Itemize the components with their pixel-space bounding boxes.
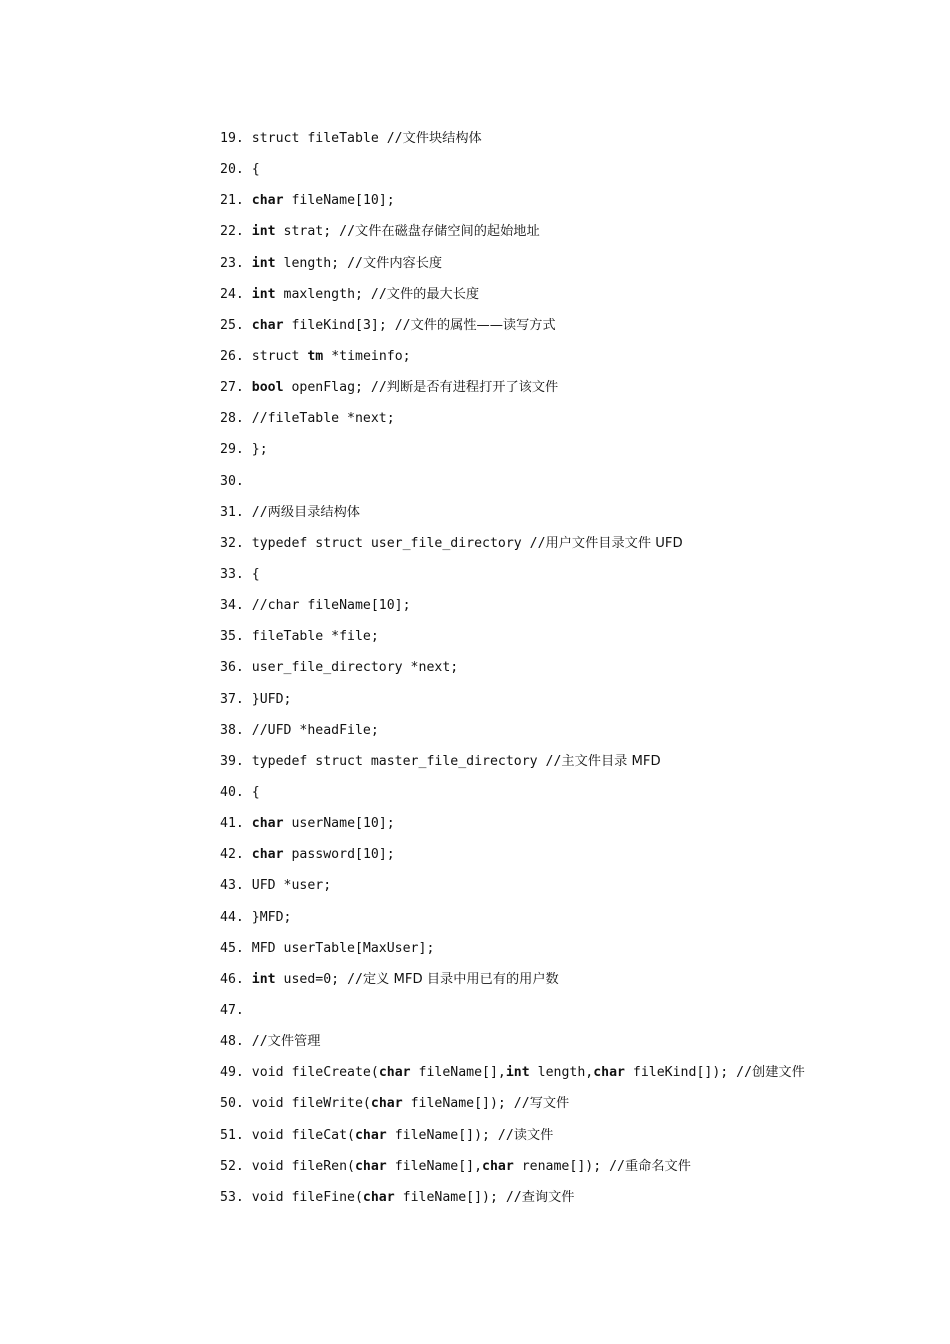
code-text: [244, 224, 252, 239]
code-text: [244, 287, 252, 302]
code-line: [220, 689, 920, 720]
comment-text: 创建文件: [752, 1065, 805, 1081]
code-text: [244, 256, 252, 271]
keyword: char: [354, 1158, 387, 1174]
keyword: char: [362, 1189, 395, 1205]
comment-text: 定义 MFD 目录中用已有的用户数: [362, 971, 559, 987]
line-number: 41.: [220, 816, 244, 832]
code-line: [220, 159, 920, 190]
code-line: [220, 564, 920, 595]
line-number: 20.: [220, 162, 244, 178]
code-text: void fileRen(: [243, 1158, 355, 1174]
keyword: int: [251, 971, 276, 987]
code-line: [220, 1093, 920, 1124]
code-text: [244, 318, 252, 333]
keyword: char: [593, 1065, 625, 1081]
comment-text: 查询文件: [521, 1189, 575, 1205]
comment-text: 文件内容长度: [362, 255, 443, 271]
code-text: fileName[]); //: [386, 1127, 514, 1143]
line-number: 36.: [220, 660, 244, 676]
line-number: 51.: [220, 1127, 244, 1143]
keyword: int: [505, 1065, 530, 1081]
code-text: void fileWrite(: [243, 1096, 371, 1112]
line-number: 22.: [220, 224, 244, 240]
comment-text: 读文件: [513, 1127, 554, 1143]
line-number: 25.: [220, 317, 244, 333]
code-line: [220, 969, 920, 1000]
code-text: //: [243, 504, 268, 520]
keyword: tm: [307, 348, 324, 364]
line-number: 19.: [220, 131, 244, 146]
comment-text: 文件的最大长度: [386, 286, 480, 302]
code-text: typedef struct user_file_directory //: [243, 535, 546, 551]
keyword: char: [378, 1065, 411, 1081]
code-line: [220, 221, 920, 252]
code-line: [220, 1125, 920, 1156]
code-text: [244, 380, 252, 395]
code-text: struct: [243, 348, 308, 364]
code-text: user_file_directory *next;: [243, 660, 459, 676]
line-number: 39.: [220, 753, 244, 769]
code-text: }MFD;: [243, 909, 292, 925]
code-text: [244, 193, 252, 208]
code-text: used=0; //: [275, 971, 363, 987]
code-text: };: [243, 442, 268, 458]
code-text: fileName[],: [410, 1065, 506, 1081]
line-number: 27.: [220, 380, 244, 396]
line-number: 49.: [220, 1065, 244, 1081]
code-text: {: [243, 162, 260, 178]
code-line: [220, 626, 920, 657]
line-number: 31.: [220, 504, 244, 520]
code-text: [244, 847, 252, 862]
line-number: 26.: [220, 348, 244, 364]
code-text: void fileCreate(: [243, 1065, 379, 1081]
code-line: [220, 1062, 920, 1093]
code-text: fileName[10];: [283, 193, 395, 209]
code-line: [220, 1000, 920, 1031]
comment-text: 判断是否有进程打开了该文件: [386, 380, 559, 396]
comment-text: 两级目录结构体: [267, 504, 360, 520]
keyword: char: [251, 816, 284, 832]
code-text: password[10];: [283, 847, 395, 863]
code-text: [244, 816, 252, 831]
keyword: bool: [251, 380, 284, 396]
code-listing: [220, 128, 920, 1218]
keyword: char: [251, 317, 284, 333]
keyword: char: [370, 1096, 403, 1112]
comment-text: 重命名文件: [624, 1158, 691, 1174]
line-number: 35.: [220, 629, 244, 645]
code-line: [220, 377, 920, 408]
code-text: fileName[],: [386, 1158, 483, 1174]
code-line: [220, 315, 920, 346]
code-text: fileName[]); //: [402, 1096, 530, 1112]
line-number: 23.: [220, 255, 244, 271]
keyword: char: [482, 1158, 514, 1174]
line-number: 34.: [220, 598, 244, 614]
comment-text: 文件块结构体: [402, 131, 482, 146]
keyword: char: [354, 1127, 387, 1143]
line-number: 30.: [220, 473, 244, 489]
line-number: 52.: [220, 1158, 244, 1174]
comment-text: 用户文件目录文件 UFD: [545, 535, 683, 551]
code-text: maxlength; //: [275, 286, 387, 302]
line-number: 24.: [220, 286, 244, 302]
code-text: userName[10];: [283, 816, 395, 832]
code-line: [220, 907, 920, 938]
code-text: //: [243, 1034, 268, 1050]
code-text: [244, 972, 252, 987]
code-line: [220, 128, 920, 159]
code-line: [220, 720, 920, 751]
code-line: [220, 1187, 920, 1218]
code-text: typedef struct master_file_directory //: [243, 753, 562, 769]
line-number: 40.: [220, 784, 244, 800]
line-number: 29.: [220, 442, 244, 458]
code-line: [220, 1031, 920, 1062]
comment-text: 写文件: [529, 1096, 570, 1112]
code-text: fileKind[]); //: [624, 1065, 753, 1081]
code-line: [220, 657, 920, 688]
line-number: 42.: [220, 847, 244, 863]
code-text: {: [243, 566, 260, 582]
code-line: [220, 813, 920, 844]
line-number: 43.: [220, 878, 244, 894]
line-number: 28.: [220, 411, 244, 427]
code-text: fileTable *file;: [243, 629, 379, 645]
code-line: [220, 439, 920, 470]
comment-text: 文件的属性——读写方式: [410, 317, 556, 333]
code-text: UFD *user;: [243, 878, 332, 894]
line-number: 47.: [220, 1002, 244, 1018]
code-line: [220, 938, 920, 969]
code-line: [220, 190, 920, 221]
code-text: MFD userTable[MaxUser];: [243, 940, 435, 956]
code-text: length; //: [275, 255, 363, 271]
code-text: //char fileName[10];: [243, 598, 411, 614]
code-line: [220, 844, 920, 875]
code-text: void fileFine(: [243, 1189, 363, 1205]
code-text: length,: [529, 1065, 594, 1081]
code-text: }UFD;: [243, 691, 292, 707]
keyword: char: [251, 847, 284, 863]
code-text: rename[]); //: [513, 1158, 625, 1174]
code-text: {: [243, 784, 260, 800]
code-text: fileName[]); //: [394, 1189, 522, 1205]
code-line: [220, 533, 920, 564]
line-number: 46.: [220, 971, 244, 987]
line-number: 50.: [220, 1096, 244, 1112]
code-line: [220, 284, 920, 315]
code-text: *timeinfo;: [323, 348, 411, 364]
code-text: //UFD *headFile;: [243, 722, 379, 738]
code-text: struct fileTable //: [243, 131, 403, 146]
code-line: [220, 502, 920, 533]
line-number: 37.: [220, 691, 244, 707]
comment-text: 文件管理: [267, 1034, 321, 1050]
comment-text: 文件在磁盘存储空间的起始地址: [355, 224, 540, 240]
code-line: [220, 471, 920, 502]
line-number: 21.: [220, 193, 244, 209]
line-number: 45.: [220, 940, 244, 956]
code-line: [220, 782, 920, 813]
code-line: [220, 253, 920, 284]
line-number: 53.: [220, 1189, 244, 1205]
keyword: int: [251, 224, 276, 240]
code-line: [220, 346, 920, 377]
keyword: int: [251, 286, 276, 302]
code-line: [220, 751, 920, 782]
code-line: [220, 1156, 920, 1187]
code-line: [220, 408, 920, 439]
line-number: 44.: [220, 909, 244, 925]
code-line: [220, 875, 920, 906]
comment-text: 主文件目录 MFD: [561, 753, 661, 769]
keyword: char: [251, 193, 284, 209]
code-text: //fileTable *next;: [243, 411, 395, 427]
code-text: strat; //: [275, 224, 356, 240]
code-line: [220, 595, 920, 626]
line-number: 33.: [220, 566, 244, 582]
line-number: 32.: [220, 535, 244, 551]
code-text: openFlag; //: [283, 380, 387, 396]
line-number: 38.: [220, 722, 244, 738]
code-text: fileKind[3]; //: [283, 317, 411, 333]
keyword: int: [251, 255, 276, 271]
code-text: void fileCat(: [243, 1127, 355, 1143]
line-number: 48.: [220, 1034, 244, 1050]
